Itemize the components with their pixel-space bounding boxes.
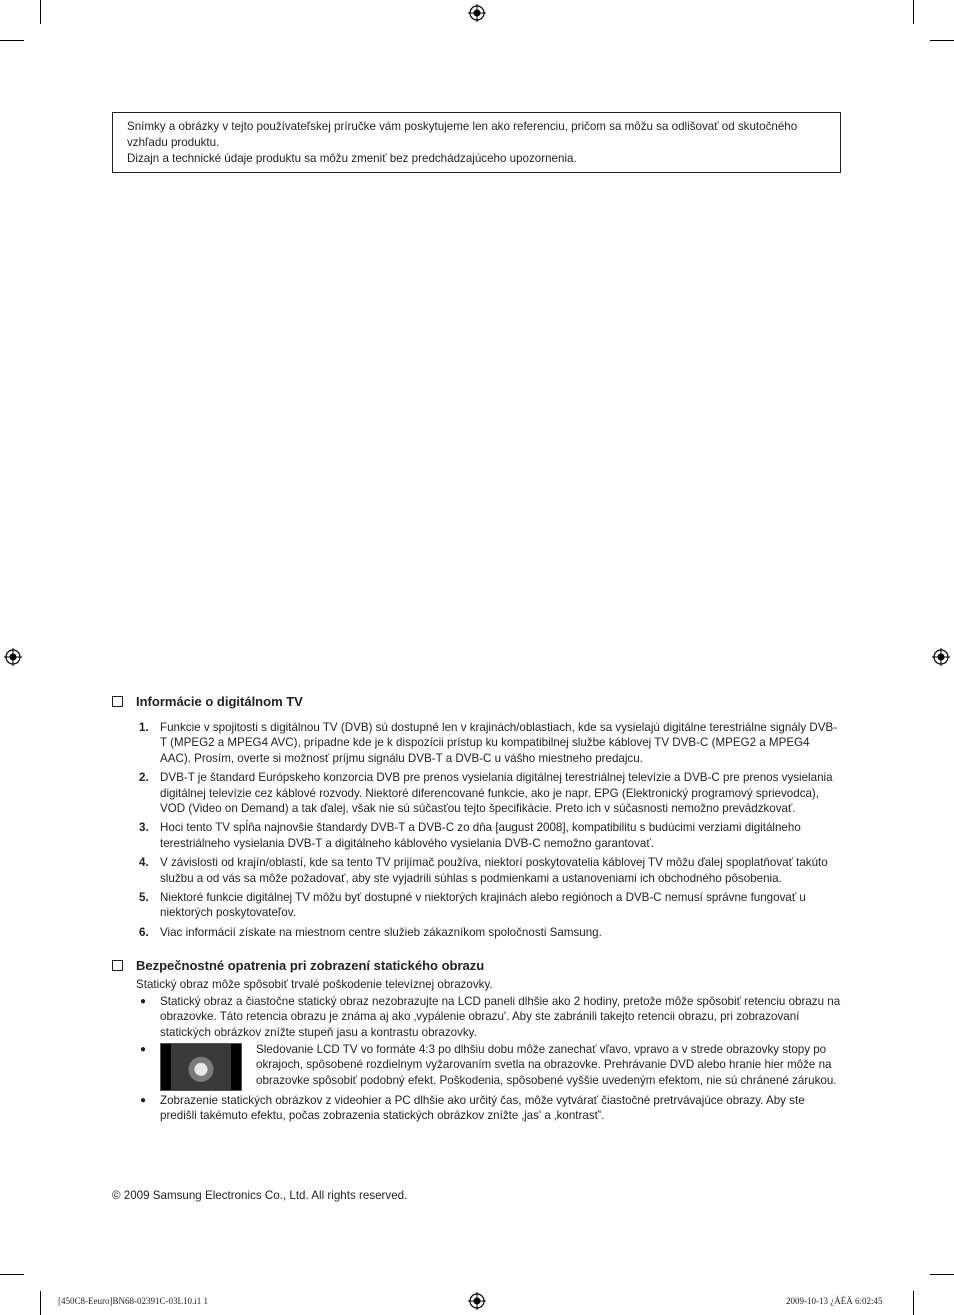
bullet-icon: ● [140, 1043, 147, 1055]
list-item [112, 1093, 842, 1124]
crop-mark-bottom-left-horizontal [0, 1274, 24, 1275]
crop-mark-bottom-right-horizontal [930, 1274, 954, 1275]
checkbox-icon [112, 696, 123, 707]
item-text: Niektoré funkcie digitálnej TV môžu byť dostupné v niektorých krajinách alebo regiónoch a DVB-C nemusí správne fungovať u niektorých poskytovateľov. [160, 891, 806, 920]
side-bar-left [161, 1044, 171, 1090]
item-number: 3. [139, 821, 149, 835]
flower-scene [171, 1044, 231, 1090]
item-number: 4. [139, 856, 149, 870]
registration-mark-icon [932, 648, 950, 666]
list-item [112, 820, 842, 851]
registration-mark-icon [468, 4, 486, 22]
copyright-text: © 2009 Samsung Electronics Co., Ltd. All rights reserved. [112, 1189, 408, 1202]
crop-mark-top-right-horizontal [930, 40, 954, 41]
item-text: Statický obraz a čiastočne statický obraz nezobrazujte na LCD paneli dlhšie ako 2 hodiny, pretože môže spôsobiť retenciu obrazu na obrazovke. Táto retencia obrazu je známa aj ako ‚vypálenie obrazu'. Aby ste zabránili takejto retencii obrazu, pri zobrazovaní statických obrázkov znížte stupeň jasu a kontrastu obrazovky. [160, 994, 841, 1039]
section-title: Informácie o digitálnom TV [136, 693, 303, 709]
section-title: Bezpečnostné opatrenia pri zobrazení statického obrazu [136, 957, 485, 973]
list-item [112, 720, 842, 766]
footer-file-info: [450C8-Eeuro]BN68-02391C-03L10.i1 1 [58, 1296, 208, 1306]
image-item [160, 1042, 842, 1091]
tv-4-3-image [160, 1043, 242, 1091]
item-text: V závislosti od krajín/oblastí, kde sa tento TV prijímač používa, niektorí poskytovatelia káblovej TV môžu ďalej spoplatňovať takúto službu a od vás sa môže požadovať, aby ste vyjadrili súhlas s podmienkami a ustanoveniami ich obchodného pôsobenia. [160, 856, 828, 885]
crop-mark-bottom-right-vertical [913, 1291, 914, 1315]
crop-mark-top-left-vertical [40, 0, 41, 24]
list-item [112, 1042, 842, 1091]
bullet-icon: ● [140, 995, 147, 1007]
side-bar-right [231, 1044, 241, 1090]
section-heading [112, 956, 842, 974]
item-text: Zobrazenie statických obrázkov z videohier a PC dlhšie ako určitý čas, môže vytvárať čiastočné pretrvávajúce obrazy. Aby ste predišli takémuto efektu, počas zobrazenia statických obrázkov znížte ‚jas' a ‚kontrasť'. [160, 1093, 805, 1123]
list-item [112, 770, 842, 816]
item-text: DVB-T je štandard Európskeho konzorcia DVB pre prenos vysielania digitálnej terestriálnej televízie a DVB-C pre prenos vysielania digitálnej televízie cez káblové rozvody. Niektoré diferencované funkcie, ako je napr. EPG (Elektronický programový sprievodca), VOD (Video on Demand) a tak ďalej, však nie sú súčasťou tejto špecifikácie. Preto ich v súčasnosti nemožno prevádzkovať. [160, 771, 833, 816]
item-number: 1. [139, 721, 149, 734]
item-text: Viac informácií získate na miestnom centre služieb zákazníkom spoločnosti Samsung. [160, 925, 602, 939]
item-number: 2. [139, 771, 149, 785]
item-text: Hoci tento TV spĺňa najnovšie štandardy DVB-T a DVB-C zo dňa [august 2008], kompatibilitu s budúcimi verziami digitálneho terestriálneho vysielania DVB-T a digitálneho káblového vysielania DVB-C nemožno garantovať. [160, 821, 801, 850]
footer-timestamp: 2009-10-13 ¿ÀÈÄ 6:02:45 [786, 1296, 883, 1306]
crop-mark-top-right-vertical [913, 0, 914, 24]
section-intro: Statický obraz môže spôsobiť trvalé poškodenie televíznej obrazovky. [136, 978, 493, 992]
disclaimer-text: Dizajn a technické údaje produktu sa môžu zmeniť bez predchádzajúceho upozornenia. [127, 152, 577, 165]
list-item [112, 994, 842, 1040]
disclaimer-text: Snímky a obrázky v tejto používateľskej príručke vám poskytujeme len ako referenciu, pričom sa môžu sa odlišovať od skutočného vzhľadu produktu. [127, 120, 798, 149]
bullet-icon: ● [140, 1094, 147, 1106]
disclaimer-box [112, 112, 841, 173]
crop-mark-bottom-left-vertical [40, 1291, 41, 1315]
list-item [112, 890, 842, 921]
item-text: Funkcie v spojitosti s digitálnou TV (DVB) sú dostupné len v krajinách/oblastiach, kde sa vysielajú digitálne terestriálne signály DVB-T (MPEG2 a MPEG4 AVC), prípadne kde je k dispozícii prístup ku kompatibilnej službe káblovej TV DVB-C (MPEG2 a MPEG4 AAC). Prosím, overte si možnosť príjmu signálu DVB-T a DVB-C u vášho miestneho predajcu. [160, 721, 838, 765]
list-item [112, 855, 842, 886]
registration-mark-icon [4, 648, 22, 666]
static-image-list [112, 994, 842, 1124]
checkbox-icon [112, 960, 123, 971]
crop-mark-top-left-horizontal [0, 40, 24, 41]
registration-mark-icon [468, 1292, 486, 1310]
list-item [112, 925, 842, 940]
item-number: 6. [139, 925, 149, 939]
item-number: 5. [139, 891, 149, 905]
item-text: Sledovanie LCD TV vo formáte 4:3 po dlhšiu dobu môže zanechať vľavo, vpravo a v strede obrazovky stopy po okrajoch, spôsobené rozdielnym vyžarovaním svetla na obrazovke. Prehrávanie DVD alebo hranie hier môže na obrazovke spôsobiť podobný efekt. Poškodenia, spôsobené vyššie uvedeným efektom, nie sú chránené zárukou. [256, 1042, 837, 1087]
section-heading [112, 692, 842, 710]
main-content [112, 692, 842, 1126]
digital-tv-list [112, 720, 842, 940]
